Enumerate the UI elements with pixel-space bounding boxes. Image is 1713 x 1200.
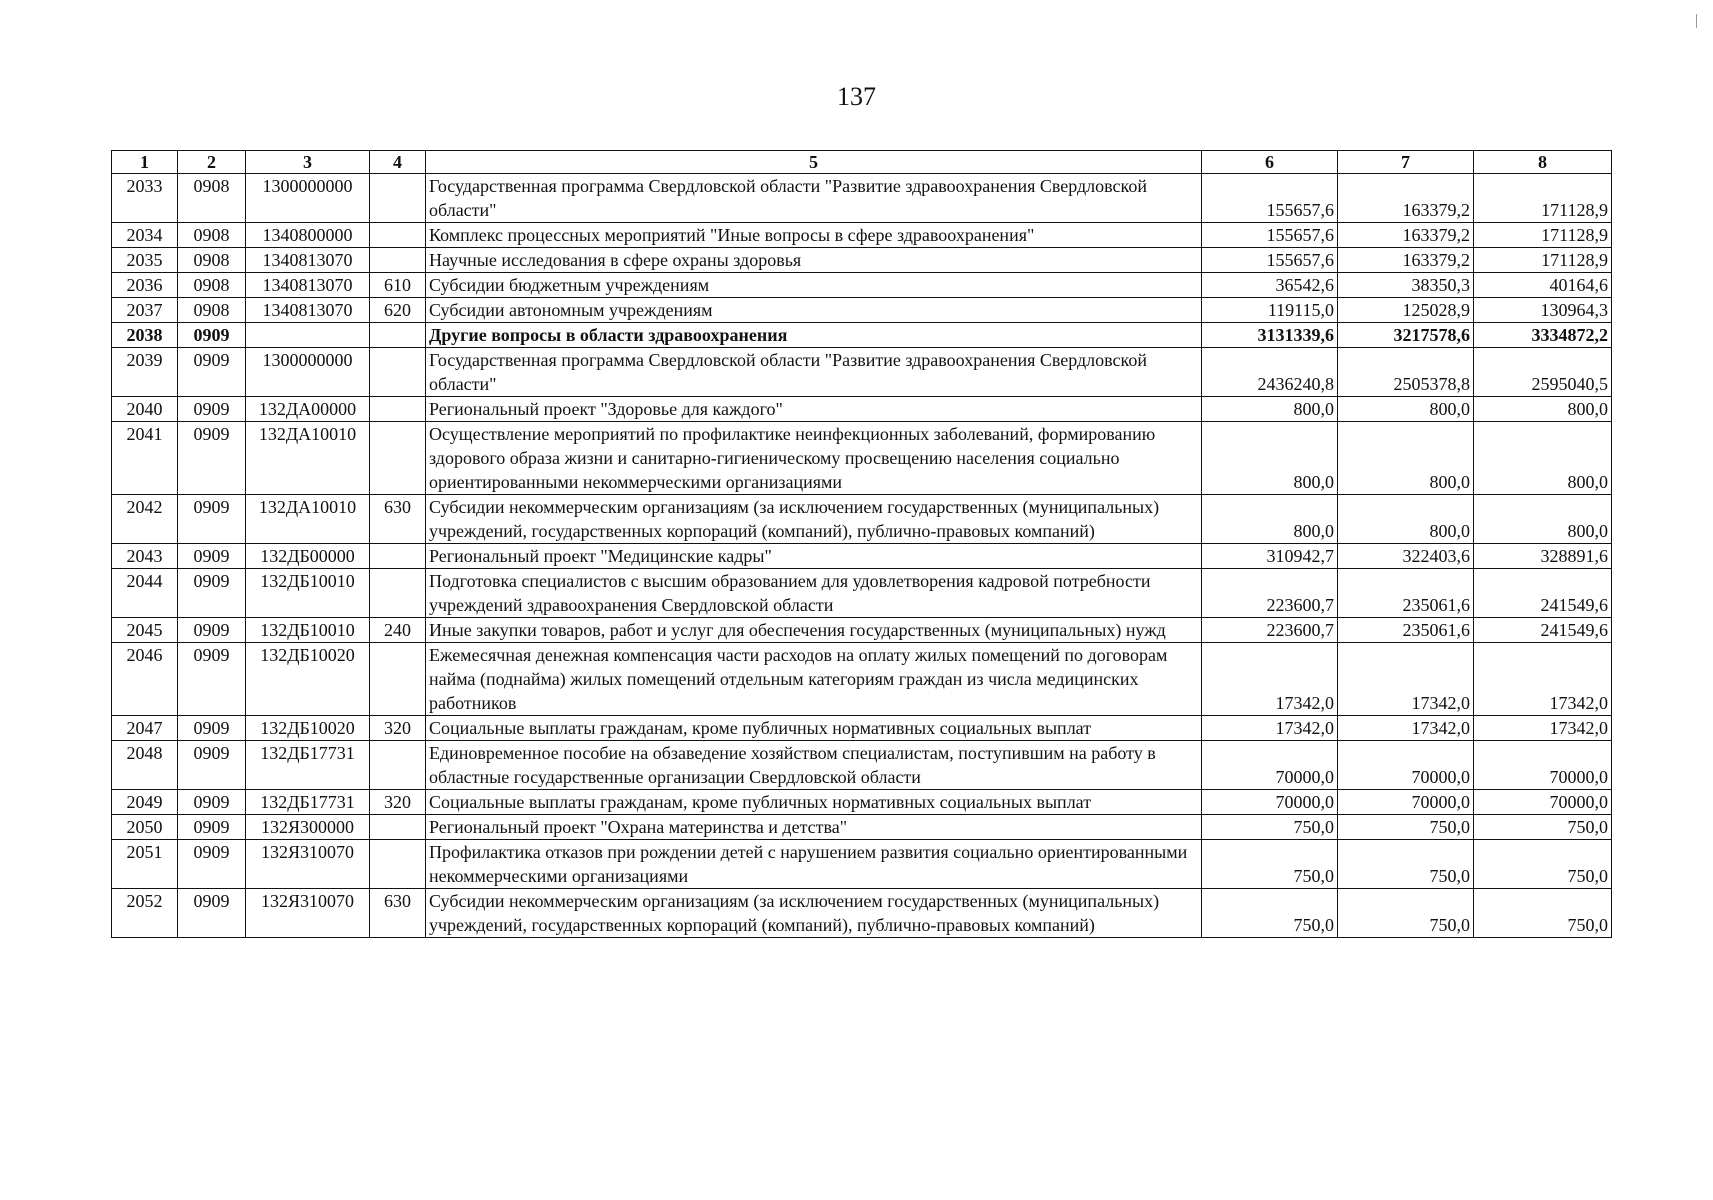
budget-table <box>111 150 1612 938</box>
amount-col-8: 800,0 <box>1474 422 1612 495</box>
section-code: 0908 <box>178 174 246 223</box>
item-name: Профилактика отказов при рождении детей с нарушением развития социально ориентированными некоммерческими организациями <box>426 840 1202 889</box>
row-number: 2051 <box>112 840 178 889</box>
row-number: 2044 <box>112 569 178 618</box>
table-row <box>112 174 1612 223</box>
table-row <box>112 840 1612 889</box>
header-col-4: 4 <box>370 151 426 174</box>
expense-type-code <box>370 422 426 495</box>
target-article-code: 132Я310070 <box>246 889 370 938</box>
table-row <box>112 618 1612 643</box>
section-code: 0909 <box>178 544 246 569</box>
amount-col-6: 155657,6 <box>1202 248 1338 273</box>
section-code: 0909 <box>178 397 246 422</box>
amount-col-7: 235061,6 <box>1338 618 1474 643</box>
amount-col-8: 750,0 <box>1474 840 1612 889</box>
amount-col-8: 17342,0 <box>1474 643 1612 716</box>
amount-col-6: 155657,6 <box>1202 174 1338 223</box>
table-row <box>112 422 1612 495</box>
amount-col-7: 17342,0 <box>1338 643 1474 716</box>
table-row <box>112 495 1612 544</box>
target-article-code: 132ДА00000 <box>246 397 370 422</box>
expense-type-code: 610 <box>370 273 426 298</box>
section-code: 0908 <box>178 248 246 273</box>
expense-type-code <box>370 815 426 840</box>
target-article-code: 132ДБ00000 <box>246 544 370 569</box>
section-code: 0909 <box>178 348 246 397</box>
item-name: Государственная программа Свердловской области "Развитие здравоохранения Свердловской области" <box>426 348 1202 397</box>
row-number: 2039 <box>112 348 178 397</box>
header-row <box>112 151 1612 174</box>
table-row <box>112 397 1612 422</box>
header-col-6: 6 <box>1202 151 1338 174</box>
target-article-code: 132Я310070 <box>246 840 370 889</box>
item-name: Государственная программа Свердловской области "Развитие здравоохранения Свердловской области" <box>426 174 1202 223</box>
table-row <box>112 889 1612 938</box>
target-article-code: 1340813070 <box>246 248 370 273</box>
amount-col-6: 800,0 <box>1202 495 1338 544</box>
amount-col-8: 17342,0 <box>1474 716 1612 741</box>
target-article-code: 1340813070 <box>246 273 370 298</box>
expense-type-code <box>370 323 426 348</box>
item-name: Региональный проект "Здоровье для каждого" <box>426 397 1202 422</box>
amount-col-6: 223600,7 <box>1202 618 1338 643</box>
amount-col-8: 328891,6 <box>1474 544 1612 569</box>
expense-type-code <box>370 174 426 223</box>
target-article-code: 1300000000 <box>246 174 370 223</box>
item-name: Социальные выплаты гражданам, кроме публичных нормативных социальных выплат <box>426 790 1202 815</box>
header-col-1: 1 <box>112 151 178 174</box>
amount-col-8: 241549,6 <box>1474 618 1612 643</box>
target-article-code: 1300000000 <box>246 348 370 397</box>
expense-type-code: 620 <box>370 298 426 323</box>
item-name: Региональный проект "Медицинские кадры" <box>426 544 1202 569</box>
amount-col-7: 800,0 <box>1338 422 1474 495</box>
section-code: 0909 <box>178 569 246 618</box>
table-row <box>112 223 1612 248</box>
amount-col-6: 70000,0 <box>1202 741 1338 790</box>
target-article-code: 132ДБ10010 <box>246 569 370 618</box>
amount-col-8: 40164,6 <box>1474 273 1612 298</box>
amount-col-6: 155657,6 <box>1202 223 1338 248</box>
row-number: 2048 <box>112 741 178 790</box>
item-name: Субсидии некоммерческим организациям (за исключением государственных (муниципальных) учреждений, государственных корпораций (компаний), публично-правовых компаний) <box>426 495 1202 544</box>
amount-col-7: 17342,0 <box>1338 716 1474 741</box>
target-article-code: 132Я300000 <box>246 815 370 840</box>
target-article-code: 132ДБ10020 <box>246 716 370 741</box>
item-name: Осуществление мероприятий по профилактике неинфекционных заболеваний, формированию здорового образа жизни и санитарно-гигиеническому просвещению населения социально ориентированными некоммерческими организациями <box>426 422 1202 495</box>
table-body <box>112 174 1612 938</box>
amount-col-7: 163379,2 <box>1338 248 1474 273</box>
amount-col-6: 310942,7 <box>1202 544 1338 569</box>
expense-type-code <box>370 223 426 248</box>
table-row <box>112 643 1612 716</box>
amount-col-8: 70000,0 <box>1474 790 1612 815</box>
header-col-7: 7 <box>1338 151 1474 174</box>
amount-col-7: 125028,9 <box>1338 298 1474 323</box>
expense-type-code: 320 <box>370 790 426 815</box>
expense-type-code <box>370 348 426 397</box>
item-name: Региональный проект "Охрана материнства и детства" <box>426 815 1202 840</box>
item-name: Комплекс процессных мероприятий "Иные вопросы в сфере здравоохранения" <box>426 223 1202 248</box>
section-code: 0908 <box>178 273 246 298</box>
amount-col-7: 70000,0 <box>1338 741 1474 790</box>
amount-col-7: 235061,6 <box>1338 569 1474 618</box>
row-number: 2042 <box>112 495 178 544</box>
section-code: 0909 <box>178 815 246 840</box>
row-number: 2045 <box>112 618 178 643</box>
target-article-code <box>246 323 370 348</box>
expense-type-code <box>370 544 426 569</box>
table-row <box>112 569 1612 618</box>
amount-col-7: 163379,2 <box>1338 174 1474 223</box>
item-name: Ежемесячная денежная компенсация части расходов на оплату жилых помещений по договорам найма (поднайма) жилых помещений отдельным категориям граждан из числа медицинских работников <box>426 643 1202 716</box>
table-row <box>112 741 1612 790</box>
target-article-code: 132ДА10010 <box>246 495 370 544</box>
expense-type-code: 630 <box>370 495 426 544</box>
amount-col-8: 130964,3 <box>1474 298 1612 323</box>
item-name: Социальные выплаты гражданам, кроме публичных нормативных социальных выплат <box>426 716 1202 741</box>
amount-col-8: 171128,9 <box>1474 223 1612 248</box>
row-number: 2052 <box>112 889 178 938</box>
row-number: 2040 <box>112 397 178 422</box>
amount-col-7: 750,0 <box>1338 889 1474 938</box>
section-code: 0908 <box>178 223 246 248</box>
expense-type-code: 240 <box>370 618 426 643</box>
amount-col-8: 171128,9 <box>1474 248 1612 273</box>
header-col-8: 8 <box>1474 151 1612 174</box>
row-number: 2050 <box>112 815 178 840</box>
amount-col-8: 750,0 <box>1474 815 1612 840</box>
item-name: Другие вопросы в области здравоохранения <box>426 323 1202 348</box>
scan-mark <box>1696 14 1697 28</box>
section-code: 0909 <box>178 889 246 938</box>
expense-type-code <box>370 248 426 273</box>
row-number: 2035 <box>112 248 178 273</box>
item-name: Субсидии бюджетным учреждениям <box>426 273 1202 298</box>
row-number: 2034 <box>112 223 178 248</box>
row-number: 2033 <box>112 174 178 223</box>
target-article-code: 132ДБ17731 <box>246 790 370 815</box>
header-col-3: 3 <box>246 151 370 174</box>
section-code: 0909 <box>178 323 246 348</box>
table-row <box>112 815 1612 840</box>
section-code: 0909 <box>178 495 246 544</box>
row-number: 2046 <box>112 643 178 716</box>
amount-col-7: 163379,2 <box>1338 223 1474 248</box>
amount-col-6: 70000,0 <box>1202 790 1338 815</box>
section-code: 0908 <box>178 298 246 323</box>
header-col-5: 5 <box>426 151 1202 174</box>
table-row <box>112 790 1612 815</box>
target-article-code: 132ДА10010 <box>246 422 370 495</box>
amount-col-6: 17342,0 <box>1202 716 1338 741</box>
table-row <box>112 544 1612 569</box>
table-row <box>112 716 1612 741</box>
amount-col-6: 17342,0 <box>1202 643 1338 716</box>
amount-col-6: 2436240,8 <box>1202 348 1338 397</box>
row-number: 2037 <box>112 298 178 323</box>
amount-col-6: 750,0 <box>1202 840 1338 889</box>
expense-type-code: 320 <box>370 716 426 741</box>
amount-col-7: 800,0 <box>1338 397 1474 422</box>
section-code: 0909 <box>178 741 246 790</box>
amount-col-8: 2595040,5 <box>1474 348 1612 397</box>
target-article-code: 1340813070 <box>246 298 370 323</box>
item-name: Субсидии автономным учреждениям <box>426 298 1202 323</box>
amount-col-8: 3334872,2 <box>1474 323 1612 348</box>
amount-col-6: 3131339,6 <box>1202 323 1338 348</box>
amount-col-7: 750,0 <box>1338 840 1474 889</box>
expense-type-code <box>370 643 426 716</box>
amount-col-7: 3217578,6 <box>1338 323 1474 348</box>
amount-col-6: 36542,6 <box>1202 273 1338 298</box>
amount-col-8: 800,0 <box>1474 397 1612 422</box>
row-number: 2041 <box>112 422 178 495</box>
amount-col-7: 38350,3 <box>1338 273 1474 298</box>
target-article-code: 132ДБ10020 <box>246 643 370 716</box>
target-article-code: 132ДБ10010 <box>246 618 370 643</box>
item-name: Единовременное пособие на обзаведение хозяйством специалистам, поступившим на работу в областные государственные организации Свердловской области <box>426 741 1202 790</box>
table-row <box>112 248 1612 273</box>
amount-col-7: 2505378,8 <box>1338 348 1474 397</box>
amount-col-8: 70000,0 <box>1474 741 1612 790</box>
section-code: 0909 <box>178 618 246 643</box>
expense-type-code <box>370 569 426 618</box>
item-name: Подготовка специалистов с высшим образованием для удовлетворения кадровой потребности учреждений здравоохранения Свердловской области <box>426 569 1202 618</box>
table-row <box>112 273 1612 298</box>
expense-type-code: 630 <box>370 889 426 938</box>
row-number: 2036 <box>112 273 178 298</box>
item-name: Научные исследования в сфере охраны здоровья <box>426 248 1202 273</box>
section-code: 0909 <box>178 643 246 716</box>
target-article-code: 132ДБ17731 <box>246 741 370 790</box>
page-number: 137 <box>837 82 876 111</box>
item-name: Иные закупки товаров, работ и услуг для обеспечения государственных (муниципальных) нужд <box>426 618 1202 643</box>
amount-col-7: 70000,0 <box>1338 790 1474 815</box>
item-name: Субсидии некоммерческим организациям (за исключением государственных (муниципальных) учреждений, государственных корпораций (компаний), публично-правовых компаний) <box>426 889 1202 938</box>
expense-type-code <box>370 397 426 422</box>
amount-col-6: 800,0 <box>1202 397 1338 422</box>
amount-col-6: 750,0 <box>1202 889 1338 938</box>
row-number: 2049 <box>112 790 178 815</box>
amount-col-6: 750,0 <box>1202 815 1338 840</box>
row-number: 2043 <box>112 544 178 569</box>
amount-col-7: 322403,6 <box>1338 544 1474 569</box>
section-code: 0909 <box>178 790 246 815</box>
amount-col-6: 223600,7 <box>1202 569 1338 618</box>
amount-col-7: 750,0 <box>1338 815 1474 840</box>
amount-col-6: 119115,0 <box>1202 298 1338 323</box>
amount-col-8: 800,0 <box>1474 495 1612 544</box>
section-code: 0909 <box>178 716 246 741</box>
amount-col-7: 800,0 <box>1338 495 1474 544</box>
section-code: 0909 <box>178 422 246 495</box>
amount-col-6: 800,0 <box>1202 422 1338 495</box>
table-row <box>112 348 1612 397</box>
expense-type-code <box>370 741 426 790</box>
header-col-2: 2 <box>178 151 246 174</box>
row-number: 2038 <box>112 323 178 348</box>
table-row <box>112 323 1612 348</box>
target-article-code: 1340800000 <box>246 223 370 248</box>
amount-col-8: 171128,9 <box>1474 174 1612 223</box>
table-row <box>112 298 1612 323</box>
section-code: 0909 <box>178 840 246 889</box>
expense-type-code <box>370 840 426 889</box>
row-number: 2047 <box>112 716 178 741</box>
amount-col-8: 241549,6 <box>1474 569 1612 618</box>
amount-col-8: 750,0 <box>1474 889 1612 938</box>
